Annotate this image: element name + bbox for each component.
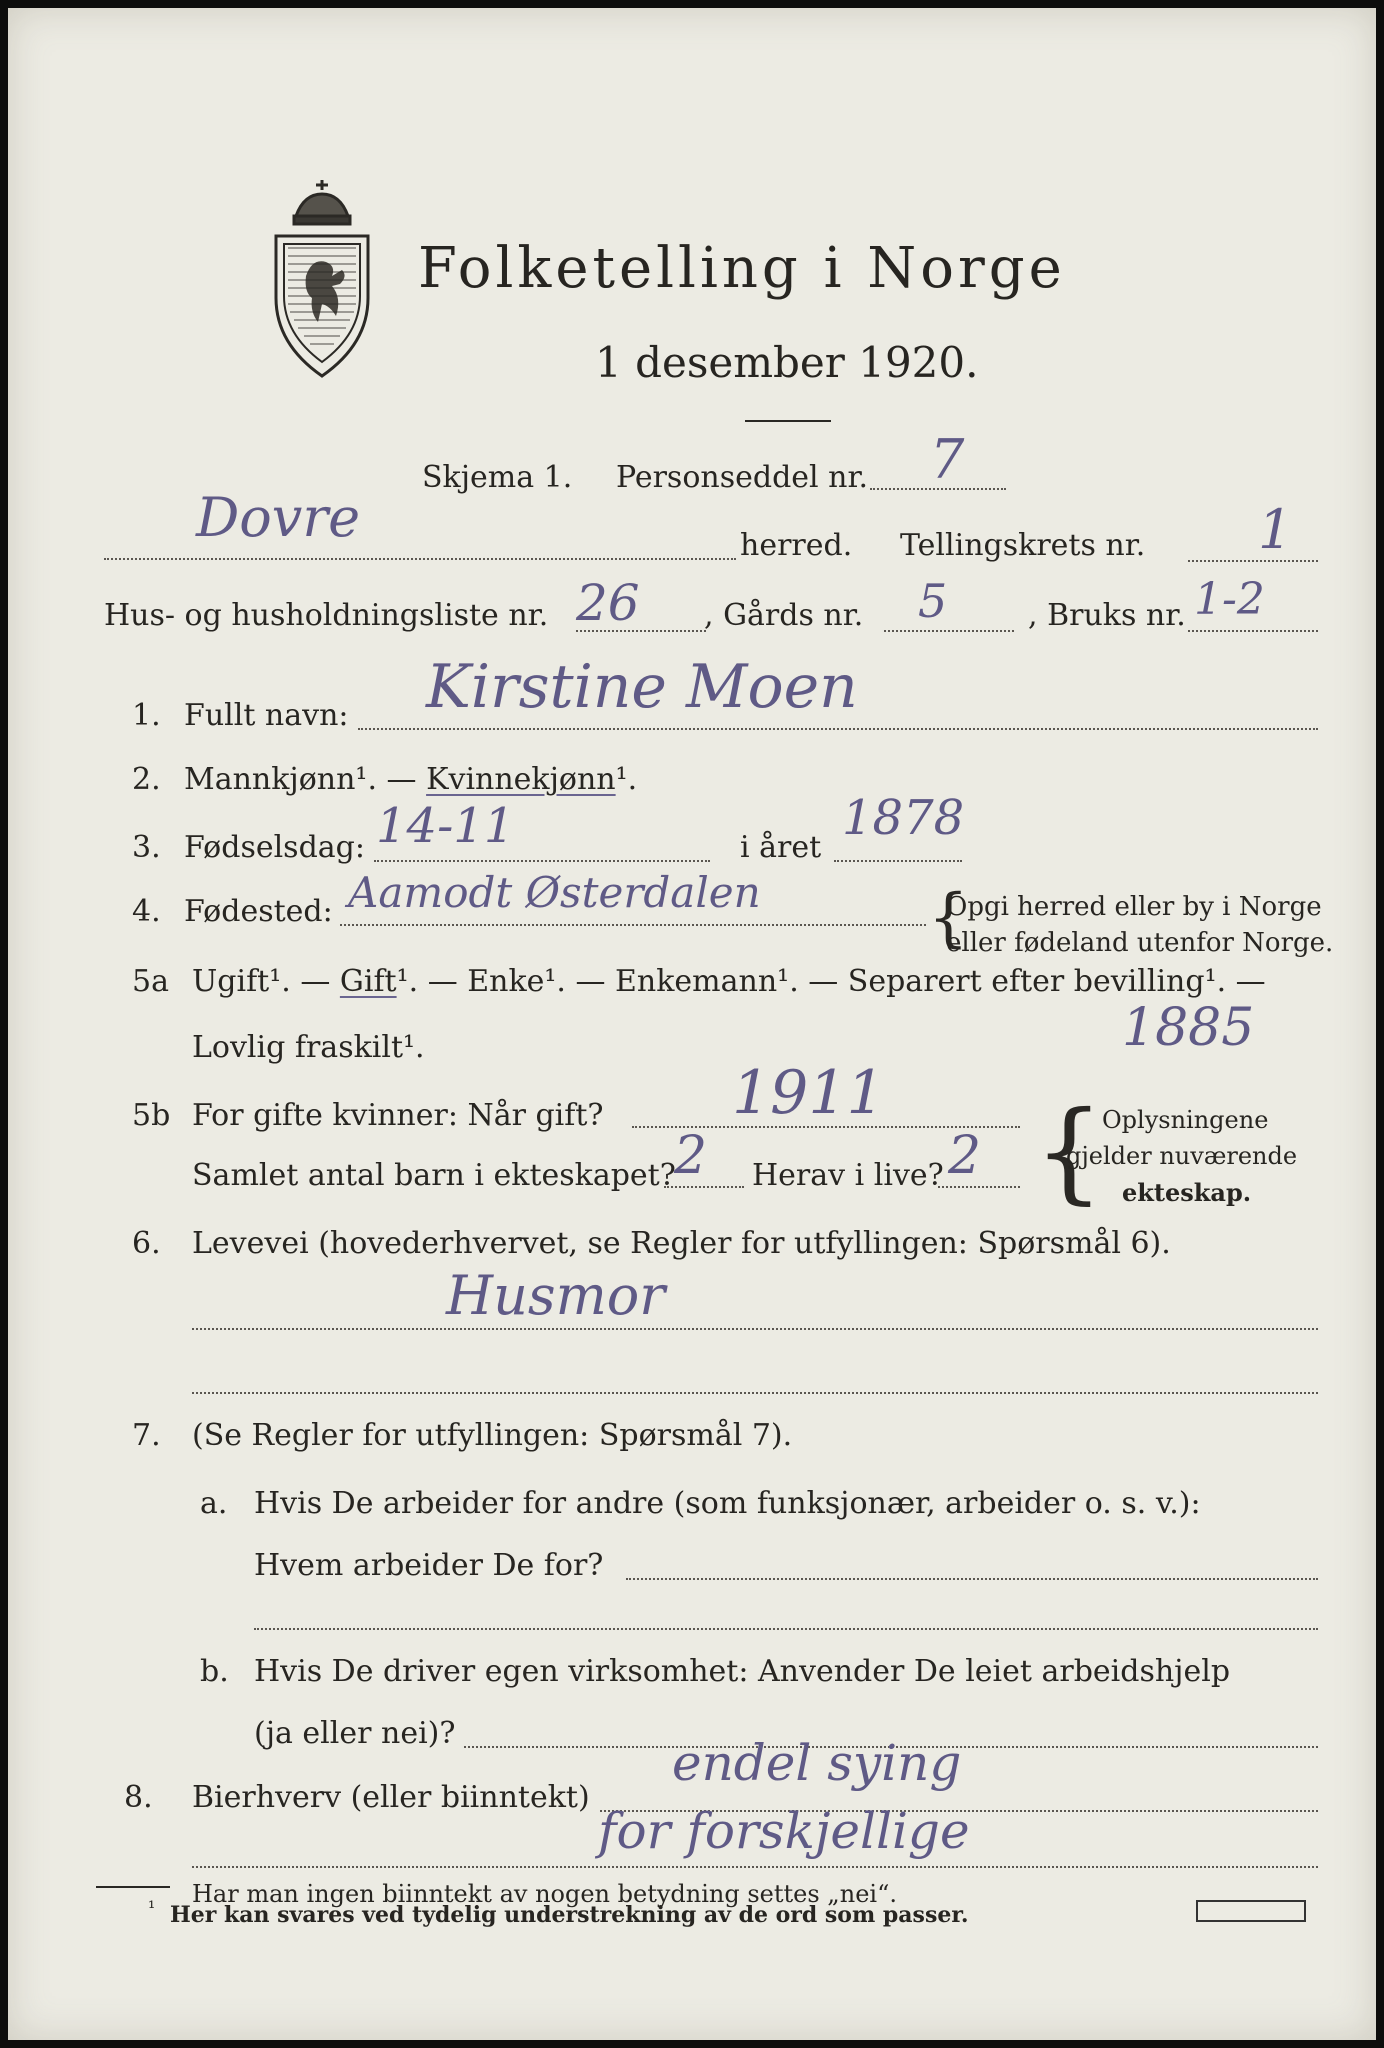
form-subtitle: 1 desember 1920. xyxy=(595,338,979,387)
q4-note-brace: { xyxy=(928,881,969,955)
q8-line2 xyxy=(192,1866,1318,1868)
q3-line xyxy=(374,860,710,862)
q5b-value1: 1911 xyxy=(732,1058,885,1128)
q5b-label3: Herav i live? xyxy=(752,1158,944,1193)
q7a-label: Hvis De arbeider for andre (som funksjonær, arbeider o. s. v.): xyxy=(254,1486,1201,1521)
q5a-line2: Lovlig fraskilt¹. xyxy=(192,1030,425,1065)
q1-value: Kirstine Moen xyxy=(426,652,858,722)
q7a-line1 xyxy=(626,1578,1318,1580)
q5b-note-line3: ekteskap. xyxy=(1122,1178,1252,1207)
tellingskrets-value: 1 xyxy=(1258,498,1293,561)
q7a-letter: a. xyxy=(200,1486,228,1521)
q4-note-line1: Opgi herred eller by i Norge xyxy=(946,892,1322,922)
q3-number: 3. xyxy=(132,830,161,865)
q8-number: 8. xyxy=(124,1780,153,1815)
title-divider xyxy=(745,420,831,422)
herred-line xyxy=(104,558,736,560)
tellingskrets-label: Tellingskrets nr. xyxy=(900,528,1146,563)
q7b-letter: b. xyxy=(200,1654,229,1689)
q5b-label1: For gifte kvinner: Når gift? xyxy=(192,1098,604,1133)
q2-female-underlined: Kvinnekjønn xyxy=(426,762,616,797)
q3-label: Fødselsdag: xyxy=(184,830,365,865)
hus-label: Hus- og husholdningsliste nr. xyxy=(104,598,549,633)
printer-stamp-icon xyxy=(1196,1900,1306,1922)
q4-note-line2: eller fødeland utenfor Norge. xyxy=(946,928,1334,958)
q8-value2: for forskjellige xyxy=(598,1802,970,1860)
bruks-line xyxy=(1188,630,1318,632)
gards-line xyxy=(884,630,1014,632)
q5b-value3: 2 xyxy=(948,1126,982,1186)
q1-line xyxy=(358,728,1318,730)
q6-number: 6. xyxy=(132,1226,161,1261)
gards-label: , Gårds nr. xyxy=(704,598,864,633)
q8-note: Har man ingen biinntekt av nogen betydning settes „nei“. xyxy=(192,1880,897,1908)
q5b-number: 5b xyxy=(132,1098,171,1133)
q5b-note-line2: gjelder nuværende xyxy=(1066,1142,1298,1170)
q5b-note-line1: Oplysningene xyxy=(1102,1106,1269,1134)
q4-line xyxy=(340,924,926,926)
q6-line1 xyxy=(192,1328,1318,1330)
q7-label: (Se Regler for utfyllingen: Spørsmål 7). xyxy=(192,1418,793,1453)
q5a-gift-underlined: Gift xyxy=(339,964,397,999)
personseddel-value: 7 xyxy=(930,428,965,491)
q6-line2 xyxy=(192,1392,1318,1394)
q8-label: Bierhverv (eller biinntekt) xyxy=(192,1780,590,1815)
q5a-ugift: Ugift¹. — xyxy=(192,964,340,999)
q1-label: Fullt navn: xyxy=(184,698,349,733)
q2-number: 2. xyxy=(132,762,161,797)
herred-label: herred. xyxy=(740,528,853,563)
census-form-page xyxy=(8,8,1376,2040)
q7a-line2 xyxy=(254,1628,1318,1630)
q7b-label: Hvis De driver egen virksomhet: Anvender De leiet arbeidshjelp xyxy=(254,1654,1231,1689)
bruks-value: 1-2 xyxy=(1194,574,1265,625)
q5b-label2: Samlet antal barn i ekteskapet? xyxy=(192,1158,676,1193)
norway-coat-of-arms-icon xyxy=(266,176,378,386)
q5a-rest: ¹. — Enke¹. — Enkemann¹. — Separert efter bevilling¹. — xyxy=(396,964,1266,999)
footnote-mark: ¹ xyxy=(148,1898,156,1919)
q5b-line2 xyxy=(664,1186,744,1188)
footnote-rule xyxy=(96,1886,170,1888)
q3-value: 14-11 xyxy=(376,798,515,854)
q7-number: 7. xyxy=(132,1418,161,1453)
q4-number: 4. xyxy=(132,894,161,929)
bruks-label: , Bruks nr. xyxy=(1028,598,1186,633)
q3-year-label: i året xyxy=(740,830,822,865)
personseddel-label: Personseddel nr. xyxy=(616,460,869,495)
q5a-handwritten-year: 1885 xyxy=(1122,998,1255,1058)
gards-value: 5 xyxy=(918,574,948,628)
q7a-label2: Hvem arbeider De for? xyxy=(254,1548,604,1583)
q6-value: Husmor xyxy=(446,1264,666,1327)
q5b-line3 xyxy=(938,1186,1020,1188)
form-title: Folketelling i Norge xyxy=(418,236,1066,301)
q4-label: Fødested: xyxy=(184,894,333,929)
q3-year-value: 1878 xyxy=(842,790,965,846)
q5b-note-brace: { xyxy=(1034,1087,1104,1215)
q8-value1: endel sying xyxy=(672,1734,962,1792)
q5b-value2: 2 xyxy=(674,1126,708,1186)
q5a-number: 5a xyxy=(132,964,169,999)
herred-value: Dovre xyxy=(196,486,361,549)
tellingskrets-line xyxy=(1188,560,1318,562)
q6-label: Levevei (hovederhvervet, se Regler for utfyllingen: Spørsmål 6). xyxy=(192,1226,1171,1261)
q1-number: 1. xyxy=(132,698,161,733)
q2-male: Mannkjønn¹. xyxy=(184,762,377,797)
q2-sex-options xyxy=(184,762,637,797)
q2-female-sup: ¹. xyxy=(615,762,638,797)
q3-year-line xyxy=(834,860,962,862)
q4-value: Aamodt Østerdalen xyxy=(348,868,761,917)
footnote-text: Her kan svares ved tydelig understrekning av de ord som passer. xyxy=(170,1902,969,1928)
q2-separator: — xyxy=(377,762,427,797)
q7b-label2: (ja eller nei)? xyxy=(254,1716,456,1751)
q5a-options xyxy=(192,964,1266,999)
hus-value: 26 xyxy=(576,574,640,632)
skjema-label: Skjema 1. xyxy=(422,460,573,495)
